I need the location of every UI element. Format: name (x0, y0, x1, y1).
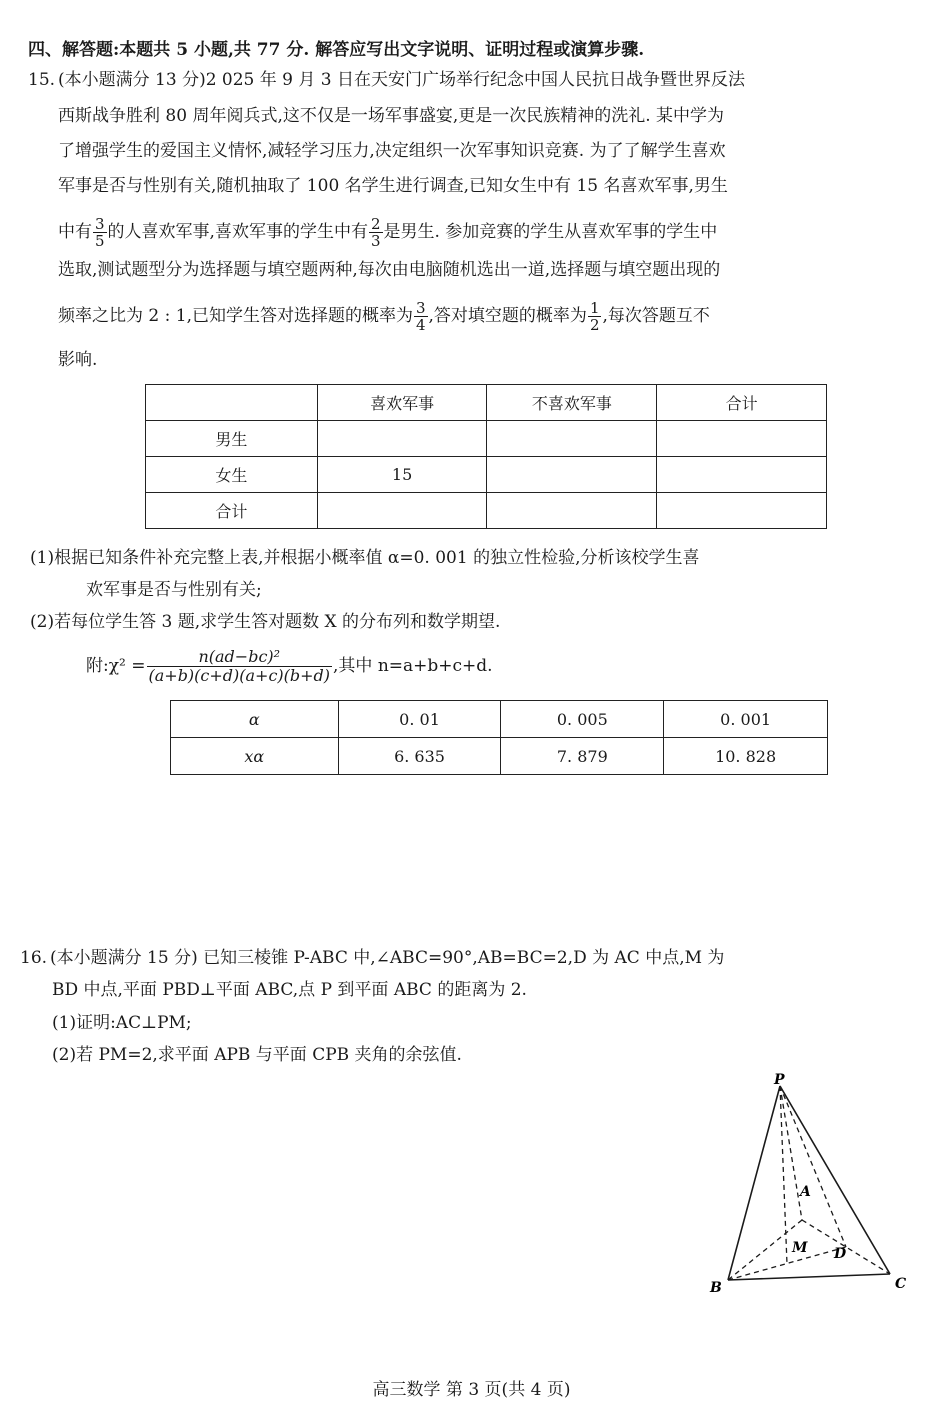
page-footer: 高三数学 第 3 页(共 4 页) (372, 1380, 571, 1400)
table-row (146, 457, 827, 493)
edge-PB (728, 1086, 780, 1280)
label-P: P (774, 1072, 785, 1088)
label-B: B (710, 1280, 722, 1296)
table-cell: 10. 828 (664, 738, 828, 775)
q15-line1: (本小题满分 13 分)2 025 年 9 月 3 日在天安门广场举行纪念中国人民抗日战争暨世界反法 (58, 70, 746, 90)
table-header-row (146, 385, 827, 421)
fraction-2-3 (369, 216, 383, 250)
q15-line3: 了增强学生的爱国主义情怀,减轻学习压力,决定组织一次军事知识竞赛. 为了了解学生喜欢 (58, 141, 726, 161)
table-row (146, 493, 827, 529)
table-cell: 男生 (146, 421, 318, 457)
table-header-cell: 喜欢军事 (317, 385, 487, 421)
formula-denominator: (a+b)(c+d)(a+c)(b+d) (148, 666, 331, 685)
label-C: C (895, 1276, 907, 1292)
table-cell (657, 421, 827, 457)
fraction-denominator: 2 (589, 316, 600, 334)
table-cell (657, 493, 827, 529)
segment-PD (780, 1086, 846, 1247)
table-cell (317, 421, 487, 457)
q15-part2: (2)若每位学生答 3 题,求学生答对题数 X 的分布列和数学期望. (30, 612, 501, 632)
fraction-numerator: 3 (415, 298, 426, 317)
table-cell: α (171, 701, 339, 738)
q15-line7-a: 频率之比为 2 : 1,已知学生答对选择题的概率为 (58, 306, 413, 326)
fraction-denominator: 3 (370, 232, 381, 250)
formula-numerator: n(ad−bc)² (147, 648, 333, 667)
q15-line4: 军事是否与性别有关,随机抽取了 100 名学生进行调查,已知女生中有 15 名喜欢军事,男生 (58, 176, 728, 196)
pyramid-figure (700, 1068, 920, 1298)
q15-part1-b: 欢军事是否与性别有关; (86, 580, 262, 600)
fraction-1-2 (588, 300, 602, 334)
q15-line5-a: 中有 (58, 222, 92, 242)
q15-line5-b: 的人喜欢军事,喜欢军事的学生中有 (107, 222, 368, 242)
table-header-cell: 合计 (657, 385, 827, 421)
fraction-numerator: 1 (589, 298, 600, 317)
fraction-denominator: 5 (95, 232, 105, 250)
formula-prefix: 附:χ² = (86, 656, 146, 676)
edge-BC (728, 1274, 890, 1280)
fraction-3-5 (93, 216, 107, 250)
table-cell: 0. 01 (338, 701, 501, 738)
q15-line5 (58, 212, 717, 252)
edge-AB (728, 1220, 802, 1280)
q16-line2: BD 中点,平面 PBD⊥平面 ABC,点 P 到平面 ABC 的距离为 2. (52, 980, 527, 1000)
label-A: A (800, 1184, 811, 1200)
table-row (171, 701, 828, 738)
label-M: M (792, 1240, 808, 1256)
table-row (171, 738, 828, 775)
formula-suffix: ,其中 n=a+b+c+d. (333, 656, 493, 676)
table-cell: 0. 001 (664, 701, 828, 738)
q16-number: 16. (20, 948, 48, 968)
table-header-cell (146, 385, 318, 421)
q15-line7-b: ,答对填空题的概率为 (428, 306, 587, 326)
q16-line1: (本小题满分 15 分) 已知三棱锥 P-ABC 中,∠ABC=90°,AB=BC=2,D 为 AC 中点,M 为 (50, 948, 725, 968)
q15-line7-c: ,每次答题互不 (602, 306, 710, 326)
table-cell (487, 457, 657, 493)
table-cell (317, 493, 487, 529)
chi-square-formula (86, 644, 493, 688)
table-cell (487, 421, 657, 457)
fraction-numerator: 3 (95, 214, 105, 233)
table-cell: 0. 005 (501, 701, 664, 738)
q15-line6: 选取,测试题型分为选择题与填空题两种,每次由电脑随机选出一道,选择题与填空题出现的 (58, 260, 721, 280)
table-cell: 合计 (146, 493, 318, 529)
fraction-denominator: 4 (415, 316, 426, 334)
table-cell: 女生 (146, 457, 318, 493)
fraction-3-4 (414, 300, 428, 334)
section-header: 四、解答题:本题共 5 小题,共 77 分. 解答应写出文字说明、证明过程或演算步骤. (28, 40, 645, 60)
q15-number: 15. (28, 70, 56, 90)
table-header-cell: 不喜欢军事 (487, 385, 657, 421)
formula-fraction (147, 648, 333, 684)
q16-part1: (1)证明:AC⊥PM; (52, 1013, 192, 1033)
q15-line7 (58, 296, 710, 336)
label-D: D (834, 1246, 847, 1262)
table-cell: 15 (317, 457, 487, 493)
q15-part1-a: (1)根据已知条件补充完整上表,并根据小概率值 α=0. 001 的独立性检验,分析该校学生喜 (30, 548, 700, 568)
q15-line5-c: 是男生. 参加竞赛的学生从喜欢军事的学生中 (383, 222, 718, 242)
table-cell: xα (171, 738, 339, 775)
table-cell (657, 457, 827, 493)
critical-value-table (170, 700, 828, 775)
table-row (146, 421, 827, 457)
q15-line2: 西斯战争胜利 80 周年阅兵式,这不仅是一场军事盛宴,更是一次民族精神的洗礼. 某中学为 (58, 106, 725, 126)
table-cell: 6. 635 (338, 738, 501, 775)
q16-part2: (2)若 PM=2,求平面 APB 与平面 CPB 夹角的余弦值. (52, 1045, 462, 1065)
table-cell (487, 493, 657, 529)
contingency-table (145, 384, 827, 529)
q15-line8: 影响. (58, 350, 98, 370)
table-cell: 7. 879 (501, 738, 664, 775)
fraction-numerator: 2 (370, 214, 381, 233)
